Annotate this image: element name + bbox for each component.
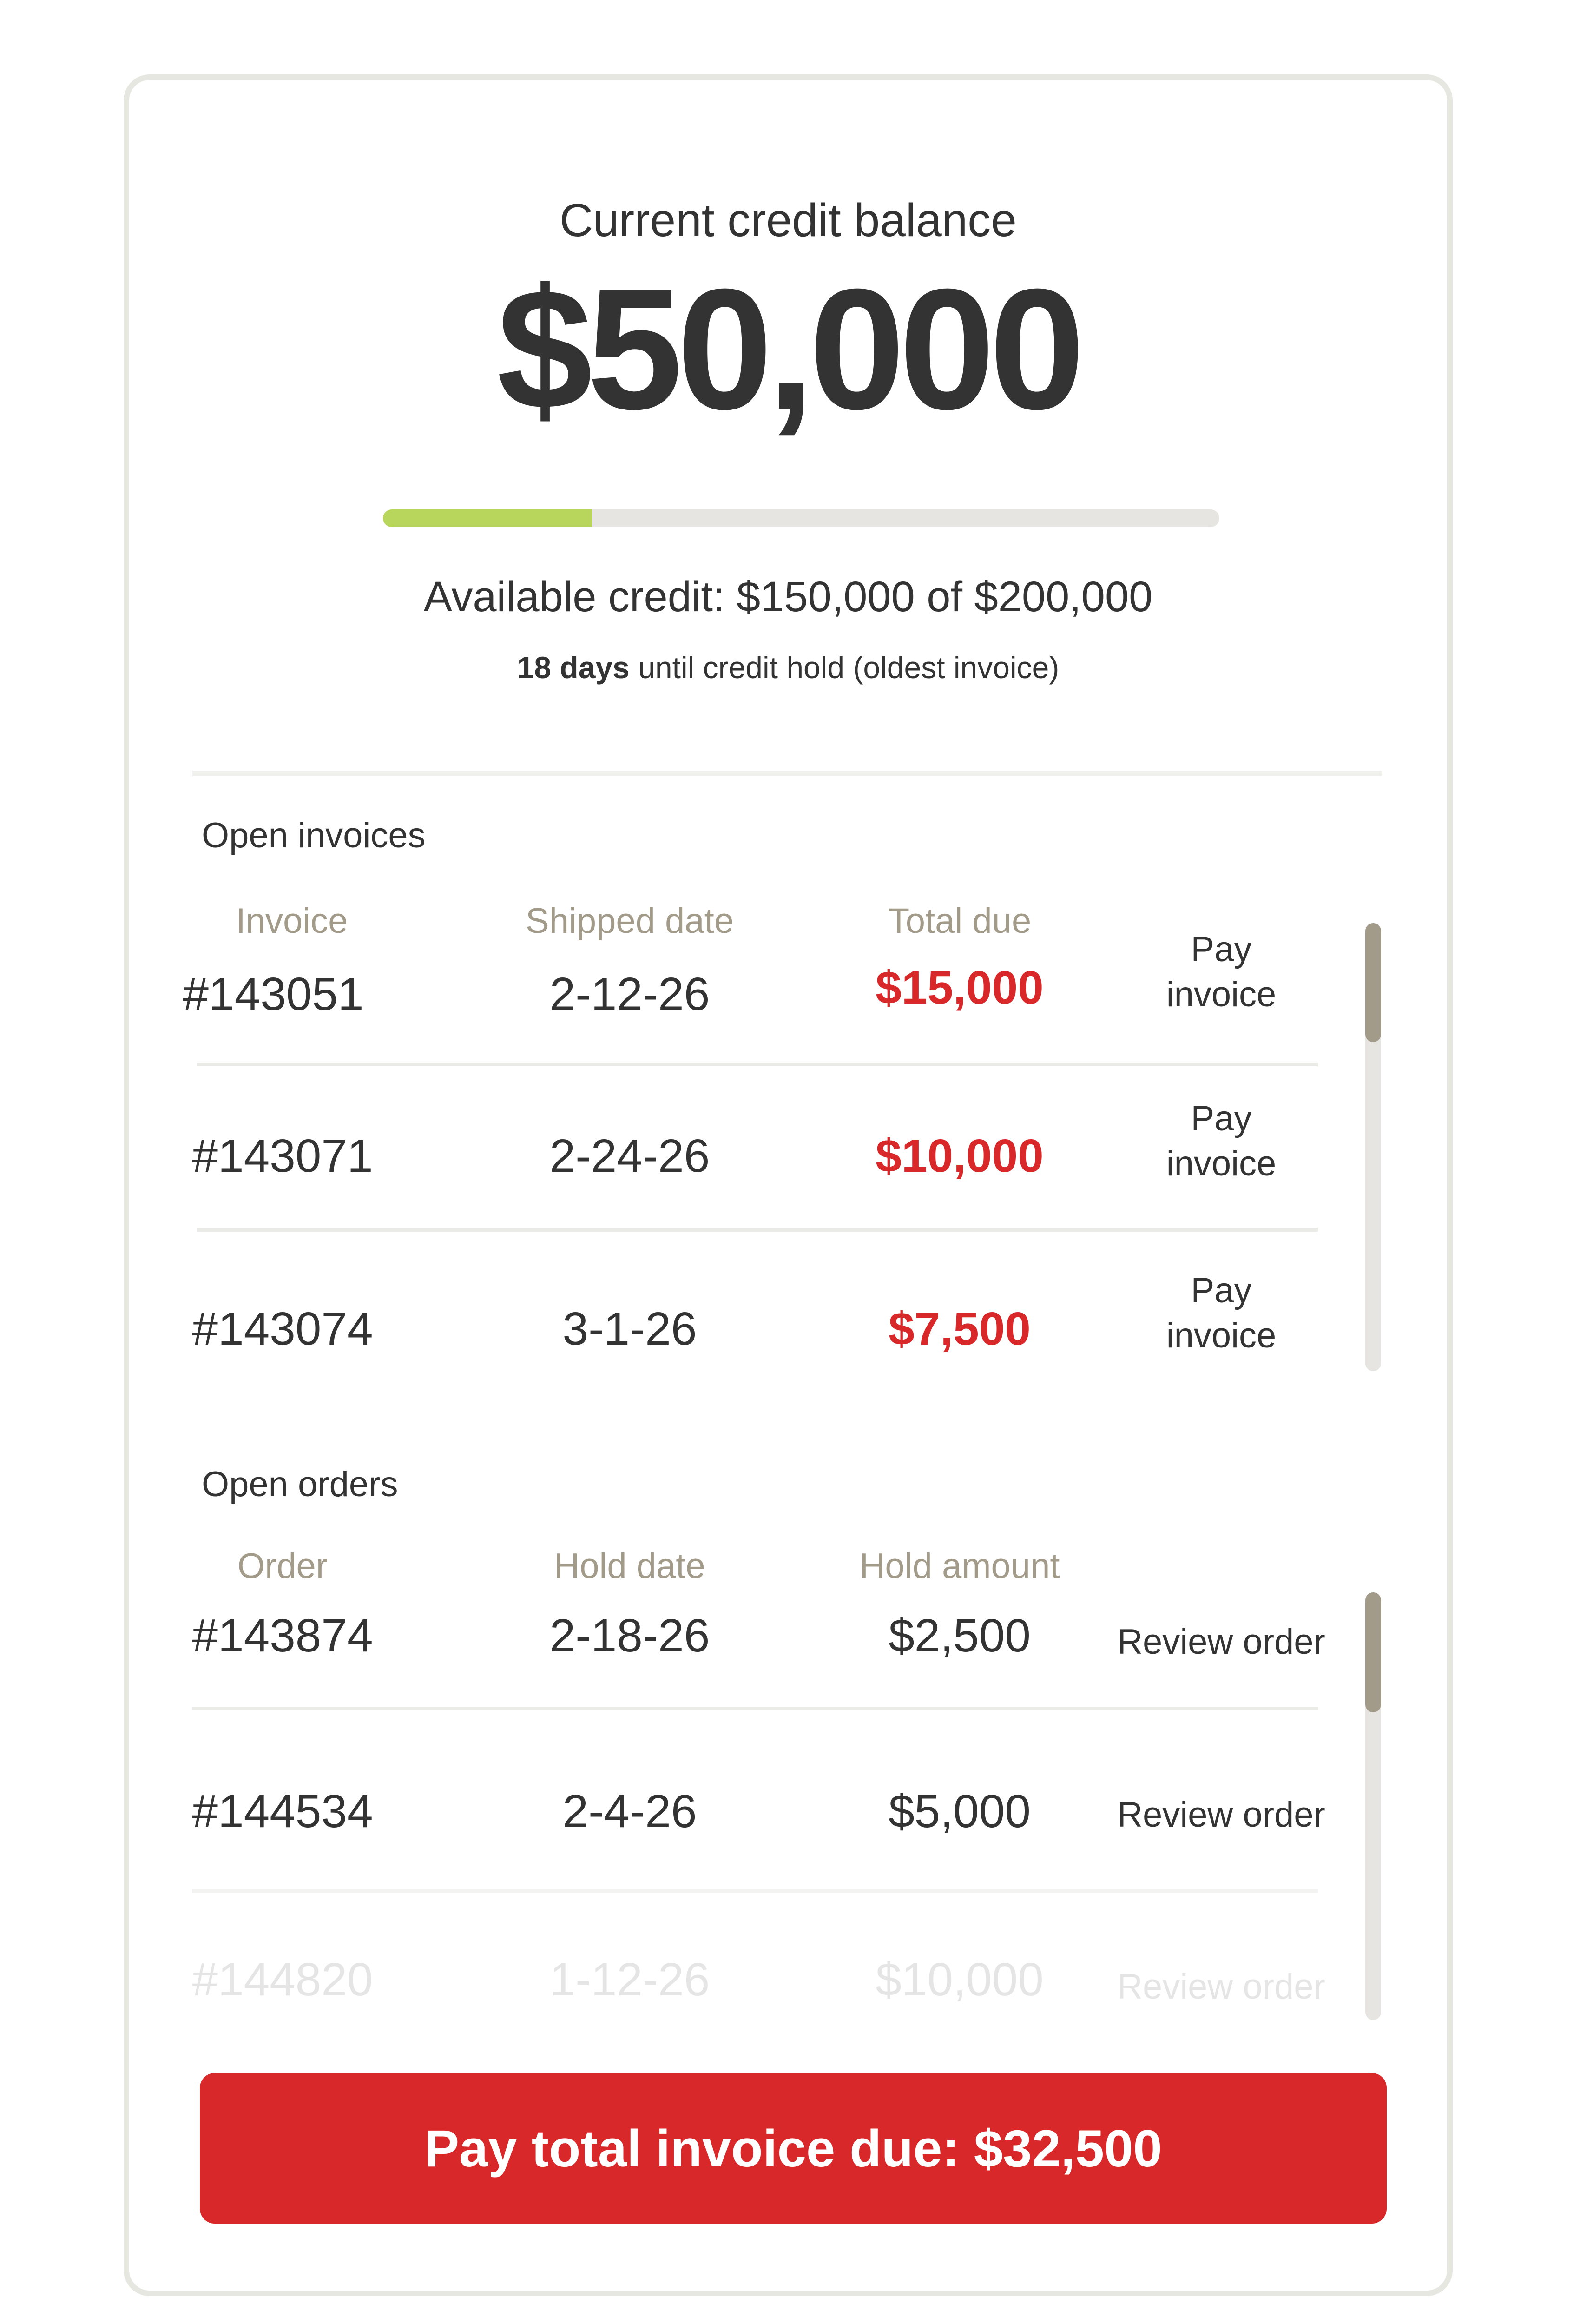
order-id: #144820 [192, 1954, 373, 2006]
total-due: $10,000 [876, 1130, 1044, 1182]
order-id: #143874 [192, 1610, 373, 1662]
credit-progress-bar [383, 509, 1219, 527]
invoice-id: #143051 [183, 968, 364, 1020]
balance-amount: $50,000 [497, 253, 1080, 445]
hold-date: 2-18-26 [549, 1610, 710, 1662]
hold-amount-column-header: Hold amount [859, 1546, 1060, 1586]
credit-card-panel [124, 74, 1453, 2296]
balance-label: Current credit balance [560, 194, 1017, 246]
shipped-date: 3-1-26 [562, 1303, 697, 1355]
hold-days: 18 days [517, 650, 630, 685]
hold-text: until credit hold (oldest invoice) [629, 650, 1060, 685]
hold-date: 2-4-26 [562, 1785, 697, 1837]
shipped-date: 2-12-26 [549, 968, 710, 1020]
review-order-button[interactable]: Review order [1117, 1967, 1325, 2007]
open-orders-title: Open orders [202, 1465, 398, 1504]
pay-invoice-button[interactable]: Pay invoice [1166, 930, 1277, 1015]
hold-date-column-header: Hold date [554, 1546, 705, 1586]
order-column-header: Order [237, 1546, 328, 1586]
pay-invoice-button[interactable]: Pay invoice [1166, 1271, 1277, 1356]
orders-scrollbar[interactable] [1365, 1592, 1381, 2020]
credit-progress-fill [383, 509, 592, 527]
credit-hold-note [129, 650, 1447, 685]
row-divider [197, 1228, 1318, 1232]
row-divider [192, 1707, 1318, 1710]
open-invoices-title: Open invoices [202, 816, 426, 855]
review-order-button[interactable]: Review order [1117, 1622, 1325, 1662]
hold-amount: $10,000 [876, 1954, 1044, 2006]
invoices-scrollbar-thumb[interactable] [1365, 923, 1381, 1042]
review-order-button[interactable]: Review order [1117, 1795, 1325, 1835]
total-due: $7,500 [889, 1303, 1031, 1355]
pay-invoice-button[interactable]: Pay invoice [1166, 1099, 1277, 1184]
hold-date: 1-12-26 [549, 1954, 710, 2006]
invoice-id: #143071 [192, 1130, 373, 1182]
row-divider [197, 1063, 1318, 1066]
total-due-column-header: Total due [888, 901, 1032, 941]
order-id: #144534 [192, 1785, 373, 1837]
orders-scrollbar-thumb[interactable] [1365, 1592, 1381, 1712]
invoice-column-header: Invoice [236, 901, 348, 941]
invoices-scrollbar[interactable] [1365, 923, 1381, 1371]
pay-total-button[interactable]: Pay total invoice due: $32,500 [200, 2073, 1387, 2224]
section-divider [192, 771, 1382, 776]
shipped-date-column-header: Shipped date [526, 901, 734, 941]
total-due: $15,000 [876, 962, 1044, 1014]
invoice-id: #143074 [192, 1303, 373, 1355]
row-divider [192, 1889, 1318, 1893]
available-credit: Available credit: $150,000 of $200,000 [423, 573, 1153, 621]
hold-amount: $2,500 [889, 1610, 1031, 1662]
hold-amount: $5,000 [889, 1785, 1031, 1837]
shipped-date: 2-24-26 [549, 1130, 710, 1182]
